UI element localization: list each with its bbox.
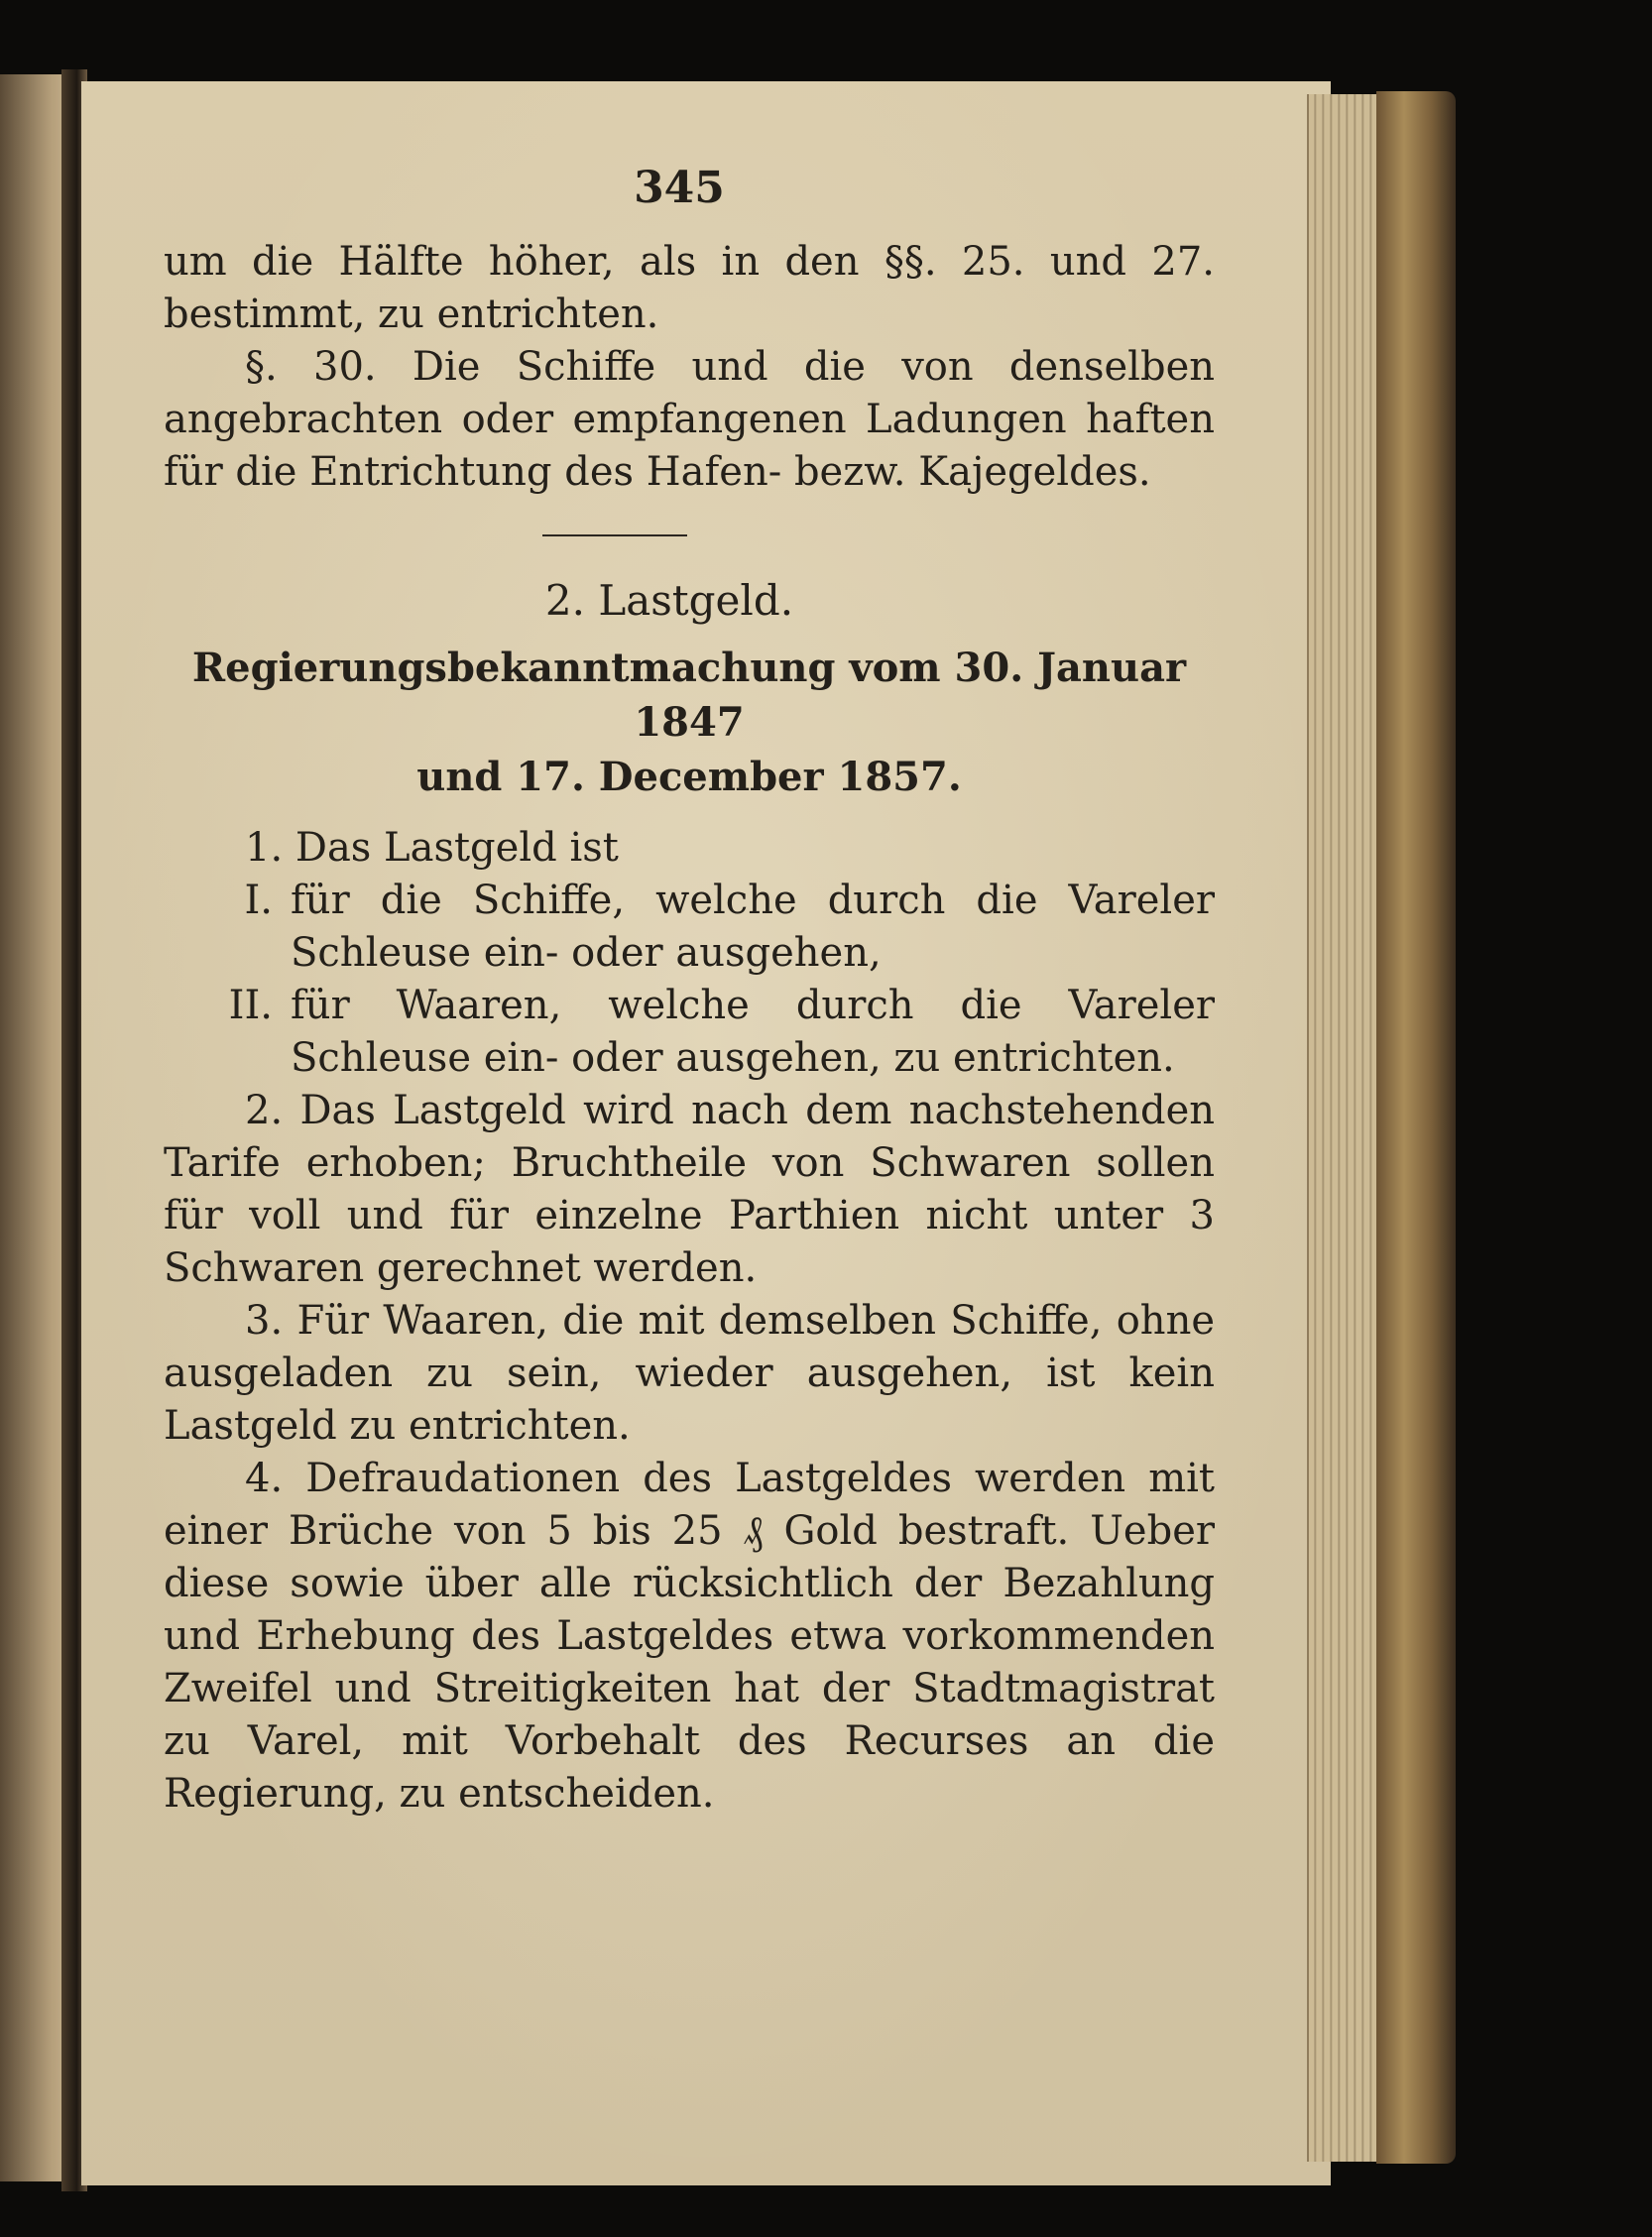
section-divider	[542, 534, 687, 536]
item-4: 4. Defraudationen des Lastgeldes werden mit einer Brüche von 5 bis 25 ₰ Gold bestraft. Ueber diese sowie über alle rücksichtlich der Bezahlung und Erhebung des Lastgeldes etwa vorkommenden Zweifel und Streitigkeiten hat der Stadtmagistrat zu Varel, mit Vorbehalt des Recurses an die Regierung, zu entscheiden.	[164, 1456, 1215, 1817]
decree-heading	[164, 641, 1215, 804]
page-text	[164, 159, 1215, 1821]
paragraph-continuation: um die Hälfte höher, als in den §§. 25. und 27. bestimmt, zu entrichten.	[164, 239, 1215, 337]
item-2: 2. Das Lastgeld wird nach dem nachstehenden Tarife erhoben; Bruchtheile von Schwaren sollen für voll und für einzelne Parthien nicht unter 3 Schwaren gerechnet werden.	[164, 1088, 1215, 1291]
decree-heading-line-2: und 17. December 1857.	[416, 754, 962, 800]
sub-item-II	[164, 980, 1215, 1085]
book-cover-edge	[1376, 91, 1456, 2164]
sub-item-II-number: II.	[228, 983, 273, 1028]
section-title: 2. Lastgeld.	[544, 576, 794, 625]
sub-item-I-text: für die Schiffe, welche durch die Vareler Schleuse ein- oder ausgehen,	[291, 878, 1215, 976]
item-1: 1. Das Lastgeld ist	[245, 825, 619, 871]
item-3: 3. Für Waaren, die mit demselben Schiffe, ohne ausgeladen zu sein, wieder ausgehen, ist kein Lastgeld zu entrichten.	[164, 1298, 1215, 1449]
page-number: 345	[634, 163, 725, 213]
sub-item-I-number: I.	[244, 878, 273, 923]
sub-item-I	[164, 875, 1215, 980]
sub-item-II-text: für Waaren, welche durch die Vareler Schleuse ein- oder ausgehen, zu entrichten.	[291, 983, 1215, 1081]
paragraph-section-30: §. 30. Die Schiffe und die von denselben angebrachten oder empfangenen Ladungen haften für die Entrichtung des Hafen- bezw. Kajegeldes.	[164, 344, 1215, 495]
decree-heading-line-1: Regierungsbekanntmachung vom 30. Januar 1847	[191, 645, 1187, 746]
